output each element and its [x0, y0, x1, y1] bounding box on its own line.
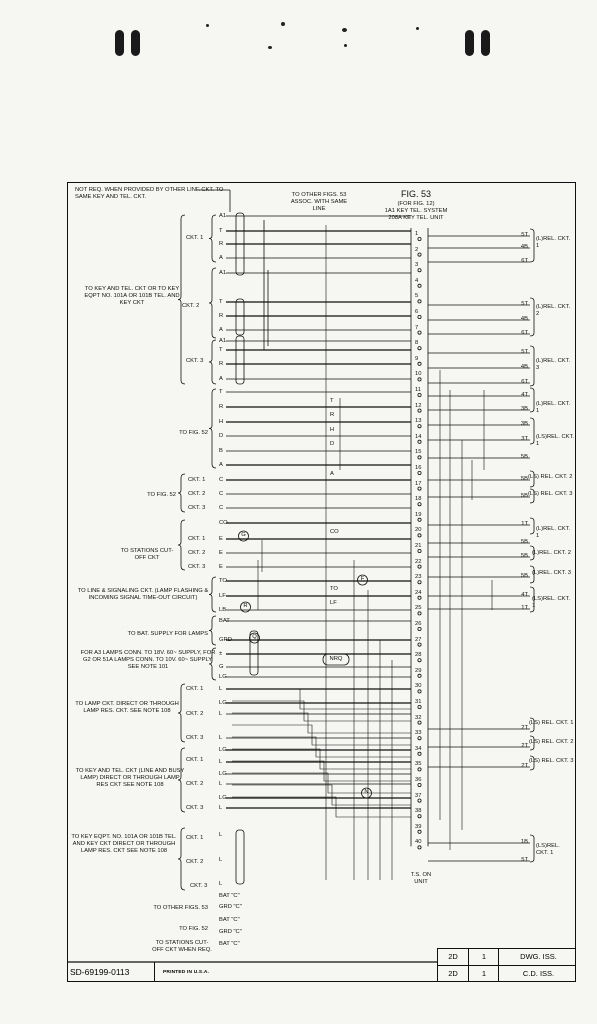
right-lead-label: 5B — [520, 493, 528, 499]
fig-subtitle-2: 1A1 KEY TEL. SYSTEM — [384, 208, 448, 214]
lead-label: CO — [219, 520, 228, 526]
terminal-number: 8 — [415, 340, 419, 347]
right-lead-label: 1B — [520, 839, 528, 845]
circle-label-g: G — [241, 532, 246, 538]
terminal-number: 33 — [415, 730, 422, 737]
terminal-number: 24 — [415, 589, 422, 596]
ckt-label: CKT. 2 — [186, 711, 204, 717]
terminal-number: 14 — [415, 433, 422, 440]
relay-brace — [530, 418, 534, 444]
lead-label: R — [219, 361, 224, 367]
circle-label-n: N — [364, 789, 369, 795]
mid-label: TO — [330, 586, 338, 592]
relay-label: (L)REL. CKT. 1 — [536, 236, 571, 249]
terminal-number: 12 — [415, 402, 422, 409]
group-label-key-tel: TO KEY AND TEL. CKT OR TO KEY EQPT NO. 101A OR 101B TEL. AND KEY CKT — [84, 286, 180, 306]
circle-label-r: R — [243, 603, 248, 609]
terminal-number: 32 — [415, 714, 422, 721]
ts-on-unit-label: T.S. ON UNIT — [410, 872, 432, 885]
terminal-number: 34 — [415, 745, 422, 752]
group-label-stations-cut: TO STATIONS CUT-OFF CKT WHEN REQ. — [152, 940, 212, 953]
stair-wire — [232, 701, 411, 721]
stair-wire — [232, 761, 411, 781]
ckt-label: CKT. 3 — [186, 735, 204, 741]
group-label-lamp-ckt: TO LAMP CKT. DIRECT OR THROUGH LAMP RES. CKT. SEE NOTE 108 — [75, 701, 179, 714]
lead-label: ± — [219, 651, 223, 657]
terminal-number: 3 — [415, 262, 419, 269]
terminal-number: 16 — [415, 465, 422, 471]
lead-label: L — [219, 805, 223, 811]
lead-label: E — [219, 536, 223, 542]
stair-wire — [232, 785, 411, 805]
lead-label: A1 — [219, 338, 227, 344]
relay-label: (LS)REL. CKT. 1 — [532, 596, 571, 609]
group-label-fig52-b: TO FIG. 52 — [147, 492, 176, 498]
lead-label: E — [219, 564, 223, 570]
relay-brace — [530, 298, 534, 336]
fig-title: FIG. 53 — [400, 189, 431, 199]
mid-label: A — [330, 471, 334, 477]
lead-label: A1 — [219, 213, 227, 219]
lead-label: A — [219, 376, 223, 382]
terminal-number: 39 — [415, 823, 422, 830]
brace-c-leads — [178, 474, 185, 512]
lead-label: LG — [219, 795, 227, 801]
relay-label: (LS) REL. CKT. 2 — [529, 739, 574, 745]
ckt-label: CKT. 3 — [186, 358, 204, 364]
lead-label: C — [219, 477, 224, 483]
relay-brace — [530, 388, 534, 412]
stair-wire — [232, 713, 411, 733]
brace-line-sig — [209, 577, 216, 612]
lead-label: L — [219, 759, 223, 765]
lead-label: D — [219, 433, 224, 439]
terminal-number: 7 — [415, 324, 419, 331]
ckt-label: CKT. 1 — [186, 835, 204, 841]
ckt-label: CKT. 3 — [186, 805, 204, 811]
lead-label: R — [219, 404, 224, 410]
lead-label: E — [219, 550, 223, 556]
lead-label: L — [219, 711, 223, 717]
ckt-label: CKT. 2 — [186, 859, 204, 865]
cable-sleeve — [236, 336, 244, 384]
terminal-number: 10 — [415, 371, 422, 378]
right-lead-label: 3T — [521, 436, 528, 442]
brace-bat — [209, 616, 216, 645]
relay-brace — [530, 518, 534, 534]
terminal-number: 4 — [415, 277, 419, 284]
mid-label: H — [330, 427, 335, 433]
ckt-label: CKT. 1 — [186, 235, 204, 241]
lead-label: LG — [219, 771, 227, 777]
relay-brace — [530, 346, 534, 386]
lead-label: GRD "C" — [219, 929, 242, 935]
terminal-number: 36 — [415, 777, 422, 783]
terminal-number: 30 — [415, 683, 422, 690]
terminal-number: 40 — [415, 839, 422, 846]
issue-row — [438, 966, 576, 982]
lead-label: T — [219, 299, 223, 305]
group-label-bat-supply: TO BAT. SUPPLY FOR LAMPS — [127, 631, 208, 637]
lead-label: LG — [219, 700, 227, 706]
terminal-number: 37 — [415, 792, 422, 799]
ckt-label: CKT. 2 — [186, 781, 204, 787]
relay-label: (L)REL. CKT. 2 — [532, 550, 571, 556]
brace-ckt3 — [209, 340, 216, 384]
right-lead-label: 5T — [521, 349, 528, 355]
mid-label: LF — [330, 600, 337, 606]
lead-label: A1 — [219, 270, 227, 276]
lead-label: GRD "C" — [219, 904, 242, 910]
lead-label: L — [219, 781, 223, 787]
nrq-label: NRQ — [329, 656, 343, 662]
terminal-number: 25 — [415, 605, 422, 612]
lead-label: G — [219, 664, 224, 670]
terminal-number: 38 — [415, 808, 422, 815]
right-lead-label: 5B — [520, 539, 528, 545]
stair-wire — [232, 689, 411, 709]
issue-type: DWG. ISS. — [498, 949, 578, 965]
terminal-number: 15 — [415, 449, 422, 456]
right-lead-label: 4T — [521, 392, 528, 398]
relay-label: (LS) REL. CKT. 3 — [529, 758, 574, 764]
right-lead-label: 4B — [520, 364, 528, 370]
lead-label: L — [219, 881, 223, 887]
relay-label: (LS)REL. CKT. 1 — [536, 434, 575, 447]
relay-brace — [530, 835, 534, 862]
ckt-label: CKT. 1 — [186, 686, 204, 692]
ckt-label: CKT. 2 — [182, 303, 200, 309]
terminal-number: 27 — [415, 636, 422, 643]
terminal-number: 22 — [415, 558, 422, 565]
lead-label: LB — [219, 607, 227, 613]
issue-type: C.D. ISS. — [498, 966, 578, 982]
brace-fig52 — [209, 389, 216, 468]
lead-label: BAT "C" — [219, 917, 240, 923]
brace-stations — [178, 520, 185, 570]
ckt-label: CKT. 2 — [188, 550, 206, 556]
terminal-number: 23 — [415, 574, 422, 581]
issue-code: 2D — [448, 952, 458, 961]
right-lead-label: 5T — [521, 857, 528, 863]
lead-label: BAT — [219, 618, 230, 624]
stair-wire — [232, 749, 411, 769]
fig-subtitle-3: 208A KEY TEL. UNIT — [388, 215, 444, 221]
lead-label: T — [219, 389, 223, 395]
lead-label: B — [219, 448, 223, 454]
terminal-post — [418, 237, 421, 240]
right-lead-label: 4B — [520, 316, 528, 322]
lead-label: C — [219, 505, 224, 511]
right-lead-label: 4B — [520, 244, 528, 250]
relay-label: (LS) REL. CKT. 3 — [528, 491, 573, 497]
right-lead-label: 1T — [521, 521, 528, 527]
terminal-post — [418, 347, 421, 350]
terminal-number: 21 — [415, 543, 422, 549]
lead-label: H — [219, 419, 224, 425]
stair-wire — [232, 737, 411, 757]
ckt-label: CKT. 1 — [186, 757, 204, 763]
right-lead-label: 5B — [520, 573, 528, 579]
relay-label: (L)REL. CKT. 1 — [536, 401, 571, 414]
circle-label-q: Q — [252, 634, 257, 640]
note-not-required: NOT REQ. WHEN PROVIDED BY OTHER LINE CKT. TO SAME KEY AND TEL. CKT. — [75, 187, 224, 200]
lead-label: LG — [219, 674, 227, 680]
terminal-number: 1 — [415, 231, 419, 237]
lead-label: BAT "C" — [219, 941, 240, 947]
issue-number: 1 — [468, 966, 499, 982]
lead-label: TO — [219, 578, 227, 584]
group-label-stations: TO STATIONS CUT-OFF CKT — [120, 548, 174, 561]
ckt-label: CKT. 1 — [188, 477, 206, 483]
lead-label: L — [219, 735, 223, 741]
issue-number: 1 — [468, 949, 499, 965]
right-lead-label: 2T — [521, 743, 528, 749]
lead-label: L — [219, 857, 223, 863]
group-label-key-eqpt: TO KEY EQPT. NO. 101A OR 101B TEL. AND KEY CKT DIRECT OR THROUGH LAMP RES. CKT SEE NOTE 108 — [71, 834, 177, 854]
right-lead-label: 5T — [521, 232, 528, 238]
right-lead-label: 5B — [520, 553, 528, 559]
right-lead-label: 2T — [521, 725, 528, 731]
lead-label: A — [219, 255, 223, 261]
right-lead-label: 5B — [520, 476, 528, 482]
relay-label: (LS) REL. CKT. 1 — [529, 720, 574, 726]
terminal-post — [418, 315, 421, 318]
lead-label: C — [219, 491, 224, 497]
terminal-number: 13 — [415, 418, 422, 425]
terminal-number: 29 — [415, 667, 422, 674]
right-lead-label: 1T — [521, 605, 528, 611]
ckt-label: CKT. 2 — [188, 491, 206, 497]
right-lead-label: 5T — [521, 301, 528, 307]
terminal-number: 17 — [415, 480, 422, 487]
document-number: SD-69199-0113 — [67, 962, 155, 982]
lead-label: R — [219, 313, 224, 319]
terminal-post — [418, 331, 421, 334]
terminal-post — [418, 300, 421, 303]
lead-label: GRD — [219, 637, 232, 643]
terminal-post — [418, 284, 421, 287]
terminal-number: 20 — [415, 527, 422, 534]
issue-code: 2D — [448, 969, 458, 978]
group-label-fig52-a: TO FIG. 52 — [179, 430, 208, 436]
ckt-label: CKT. 3 — [190, 883, 208, 889]
right-lead-label: 6T — [521, 258, 528, 264]
lead-label: T — [219, 347, 223, 353]
terminal-number: 6 — [415, 309, 419, 315]
right-lead-label: 6T — [521, 330, 528, 336]
fig-subtitle-1: (FOR FIG. 12) — [397, 201, 435, 207]
group-label-other-figs: TO OTHER FIGS. 53 — [153, 905, 208, 911]
terminal-number: 35 — [415, 761, 422, 768]
terminal-number: 2 — [415, 246, 419, 253]
issue-table — [437, 948, 576, 982]
relay-label: (L)REL. CKT. 2 — [536, 304, 571, 317]
lead-label: R — [219, 241, 224, 247]
stair-wire — [232, 797, 411, 817]
right-lead-label: 4T — [521, 592, 528, 598]
mid-label: CO — [330, 529, 339, 535]
lead-label: LG — [219, 747, 227, 753]
lead-label: L — [219, 686, 223, 692]
terminal-number: 11 — [415, 387, 422, 393]
mid-label: R — [330, 412, 335, 418]
relay-label: (L)REL. CKT. 1 — [536, 526, 571, 539]
terminal-number: 31 — [415, 699, 422, 705]
mid-label: T — [330, 398, 334, 404]
lead-label: A — [219, 462, 223, 468]
lead-label: BAT "C" — [219, 893, 240, 899]
terminal-number: 5 — [415, 293, 419, 300]
cable-sleeve — [236, 830, 244, 884]
relay-brace — [530, 229, 534, 262]
lead-label: T — [219, 228, 223, 234]
terminal-number: 9 — [415, 355, 419, 362]
right-lead-label: 3B — [520, 406, 528, 412]
stair-wire — [232, 725, 411, 745]
brace-ckt2 — [209, 268, 216, 338]
right-lead-label: 6T — [521, 379, 528, 385]
note-other-figs: TO OTHER FIGS. 53 ASSOC. WITH SAME LINE — [290, 192, 348, 212]
relay-label: (LS)REL. CKT. 1 — [536, 843, 560, 856]
group-label-key-busy: TO KEY AND TEL. CKT (LINE AND BUSY LAMP) DIRECT OR THROUGH LAMP RES CKT SEE NOTE 108 — [75, 768, 185, 788]
right-lead-label: 5B — [520, 454, 528, 460]
terminal-number: 28 — [415, 652, 422, 659]
terminal-number: 18 — [415, 496, 422, 503]
ckt-label: CKT. 1 — [188, 536, 206, 542]
terminal-post — [418, 362, 421, 365]
mid-label: D — [330, 441, 335, 447]
lead-label: A — [219, 327, 223, 333]
ckt-label: CKT. 3 — [188, 564, 206, 570]
right-lead-label: 2T — [521, 763, 528, 769]
terminal-number: 19 — [415, 511, 422, 518]
ckt-label: CKT. 3 — [188, 505, 206, 511]
printed-in-usa: PRINTED IN U.S.A. — [163, 970, 210, 975]
circle-label-f: F — [360, 576, 365, 582]
relay-label: (L)REL. CKT. 3 — [536, 358, 571, 371]
terminal-post — [418, 269, 421, 272]
lead-label: L — [219, 832, 223, 838]
relay-label: (L)REL. CKT. 3 — [532, 570, 571, 576]
brace-ckt1 — [209, 215, 216, 262]
lead-label: LF — [219, 593, 226, 599]
terminal-number: 26 — [415, 621, 422, 627]
relay-label: (LS) REL. CKT. 2 — [528, 474, 573, 480]
group-label-line-signaling: TO LINE & SIGNALING CKT. (LAMP FLASHING & INCOMING SIGNAL TIME-OUT CIRCUIT) — [77, 588, 209, 601]
right-lead-label: 3B — [520, 421, 528, 427]
terminal-post — [418, 253, 421, 256]
stair-wire — [232, 773, 411, 793]
group-label-a3-lamps: FOR A3 LAMPS CONN. TO 18V. 60~ SUPPLY, FOR G2 OR 51A LAMPS CONN. TO 10V. 60~ SUPPLY. SEE NOTE 101 — [80, 650, 216, 670]
group-label-fig52-c: TO FIG. 52 — [179, 926, 208, 932]
issue-row — [438, 949, 576, 966]
